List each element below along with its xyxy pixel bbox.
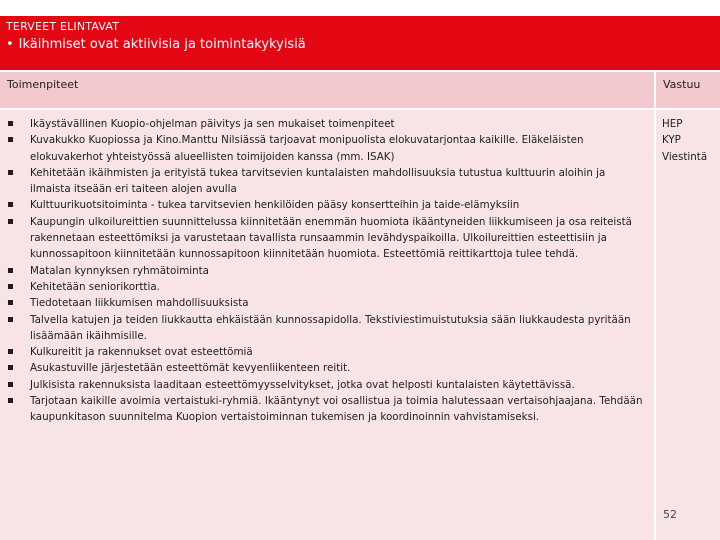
list-item: Asukastuville järjestetään esteettömät kevyenliikenteen reitit. (8, 360, 644, 376)
header-bullet: • (6, 37, 14, 52)
square-bullet-icon (8, 349, 13, 354)
slide-header (0, 16, 720, 70)
list-item: Matalan kynnyksen ryhmätoiminta (8, 263, 644, 279)
column-header-responsible: Vastuu (656, 72, 720, 108)
square-bullet-icon (8, 317, 13, 322)
responsible-hep: HEP (662, 118, 683, 130)
list-item: Kulttuurikuotsitoiminta - tukea tarvitsevien henkilöiden pääsy konsertteihin ja taide-elämyksiin (8, 197, 644, 213)
square-bullet-icon (8, 284, 13, 289)
column-header-measures: Toimenpiteet (0, 72, 654, 108)
header-title: Ikäihmiset ovat aktiivisia ja toimintakykyisiä (18, 37, 306, 52)
responsible-kyp: KYP (662, 134, 681, 147)
square-bullet-icon (8, 219, 13, 224)
list-item: Tarjotaan kaikille avoimia vertaistuki-ryhmiä. Ikääntynyt voi osallistua ja toimia halutessaan vertaisohjaajana. Tehdään kaupunkitason suunnitelma Kuopion vertaistoiminnan tukemisen ja koordinoinnin vahvistamiseksi. (8, 393, 644, 426)
list-item: Tiedotetaan liikkumisen mahdollisuuksista (8, 295, 644, 311)
square-bullet-icon (8, 170, 13, 175)
list-item: Talvella katujen ja teiden liukkautta ehkäistään kunnossapidolla. Tekstiviestimuistutuksia sään liukkaudesta pyritään lisäämään ikäihmisille. (8, 312, 644, 345)
list-item: Julkisista rakennuksista laaditaan esteettömyysselvitykset, jotka ovat helposti kuntalaisten käytettävissä. (8, 377, 644, 393)
square-bullet-icon (8, 121, 13, 126)
square-bullet-icon (8, 137, 13, 142)
list-item: Kehitetään ikäihmisten ja erityistä tukea tarvitsevien kuntalaisten mahdollisuuksia tutustua kulttuurin aloihin ja ilmaista itseään eri taiteen alojen avulla (8, 165, 644, 198)
square-bullet-icon (8, 300, 13, 305)
page-number: 52 (663, 508, 677, 521)
list-item: Kehitetään seniorikorttia. (8, 279, 644, 295)
responsible-viestinta: Viestintä (662, 150, 708, 163)
measures-list (8, 116, 644, 426)
square-bullet-icon (8, 365, 13, 370)
responsible-cell (656, 110, 720, 540)
header-title-row (6, 37, 306, 52)
list-item: Kulkureitit ja rakennukset ovat esteettömiä (8, 344, 644, 360)
square-bullet-icon (8, 202, 13, 207)
square-bullet-icon (8, 398, 13, 403)
list-item: Kaupungin ulkoilureittien suunnittelussa kiinnitetään enemmän huomiota ikääntyneiden liikkumiseen ja osa reiteistä rakennetaan esteettömiksi ja varustetaan tavallista runsaammin levähdyspaikoilla. Ulkoilureittien esteettisiin ja kunnossapitoon kiinnitetään kunnossapitoon kiinnitetään huomiota. Esteettömiä reittikarttoja tulee tehdä. (8, 214, 644, 263)
square-bullet-icon (8, 382, 13, 387)
header-category: TERVEET ELINTAVAT (6, 20, 120, 33)
list-item: Ikäystävällinen Kuopio-ohjelman päivitys ja sen mukaiset toimenpiteet (8, 116, 644, 132)
list-item: Kuvakukko Kuopiossa ja Kino.Manttu Nilsiässä tarjoavat monipuolista elokuvatarjontaa kaikille. Eläkeläisten elokuvakerhot yhteistyössä alueellisten toimijoiden kanssa (mm. ISAK) (8, 132, 644, 165)
square-bullet-icon (8, 268, 13, 273)
measures-cell (0, 110, 654, 540)
